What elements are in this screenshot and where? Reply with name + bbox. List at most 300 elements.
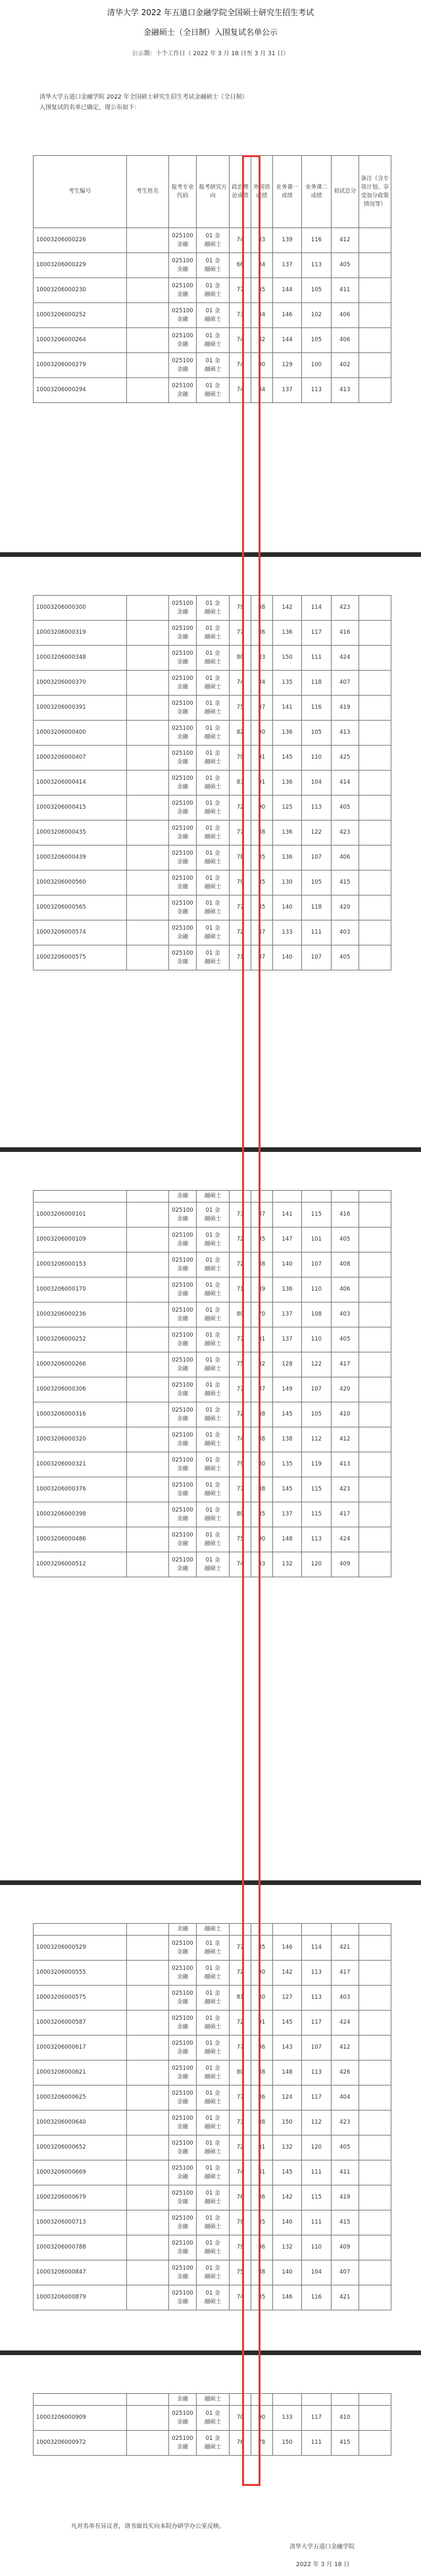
table-row [34,303,391,328]
major-code [168,821,196,846]
business-course2-score: 114 [302,596,331,621]
business-course2-score: 113 [302,796,331,821]
politics-score: 72 [230,2011,251,2036]
table-row [34,1552,391,1577]
foreign-language-score: 87 [251,920,273,945]
direction-line1: 01 金 [205,1406,220,1414]
candidate-name [126,1327,168,1352]
remark [359,721,391,746]
foreign-language-score: 84 [251,253,273,278]
candidate-name [126,2160,168,2185]
business-course1-score: 137 [272,1502,301,1527]
foreign-language-score: 82 [251,1352,273,1377]
foreign-language-score: 83 [251,228,273,253]
business-course2-score: 113 [302,378,331,403]
table-row [34,1452,391,1477]
foreign-language-score: 87 [251,1203,273,1228]
remark [359,920,391,945]
major-code-value: 025100 [172,775,193,782]
candidate-name [126,1252,168,1277]
candidate-id: 10003206000348 [34,646,127,671]
major-code-tail: 金融 [176,2123,188,2130]
candidate-name [126,2285,168,2310]
direction-line1: 01 金 [205,2435,220,2442]
business-course2-score: 107 [302,2036,331,2061]
major-code [168,1228,196,1252]
total-score: 409 [331,2235,359,2260]
remark [359,1352,391,1377]
direction-line2: 融硕士 [204,1365,222,1372]
remark [359,1277,391,1302]
research-direction [197,646,230,671]
candidate-id: 10003206000109 [34,1228,127,1252]
direction-line1: 01 金 [205,2164,220,2172]
major-code-tail: 金融 [176,2073,188,2080]
foreign-language-score: 88 [251,2061,273,2086]
major-code-tail: 金融 [176,758,188,765]
direction-line1: 01 金 [205,2039,220,2047]
research-direction [197,671,230,696]
business-course2-score: 122 [302,1352,331,1377]
politics-score: 66 [230,253,251,278]
foreign-language-score: 91 [251,771,273,796]
major-code [168,1327,196,1352]
direction-line1: 01 金 [205,675,220,682]
major-code [168,2185,196,2210]
direction-line1: 01 金 [205,1990,220,1997]
politics-score: 74 [230,353,251,378]
politics-score: 79 [230,2235,251,2260]
direction-line2: 融硕士 [204,758,222,765]
business-course1-score: 136 [272,846,301,871]
research-direction [197,2235,230,2260]
politics-score: 78 [230,846,251,871]
business-course2-score: 115 [302,1477,331,1502]
direction-tail: 融硕士 [197,1191,230,1203]
business-course2-score: 113 [302,253,331,278]
total-score: 424 [331,1527,359,1552]
total-score: 407 [331,2260,359,2285]
candidate-id: 10003206000266 [34,1352,127,1377]
direction-line2: 融硕士 [204,2123,222,2130]
candidate-id: 10003206000370 [34,671,127,696]
business-course2-score: 110 [302,746,331,771]
major-code-value: 025100 [172,1990,193,1997]
major-code-value: 025100 [172,700,193,707]
major-code [168,621,196,646]
major-code-tail: 金融 [176,1998,188,2005]
major-code-tail: 金融 [176,2198,188,2205]
politics-score: 74 [230,2160,251,2185]
foreign-language-score: 82 [251,328,273,353]
major-code-tail: 金融 [176,2223,188,2230]
major-code-value: 025100 [172,2039,193,2047]
total-score: 406 [331,846,359,871]
remark [359,1452,391,1477]
research-direction [197,846,230,871]
candidate-name [126,2406,168,2431]
candidate-name [126,696,168,721]
remark [359,228,391,253]
remark [359,253,391,278]
business-course2-score: 113 [302,1527,331,1552]
research-direction [197,1252,230,1277]
direction-line2: 融硕士 [204,933,222,940]
politics-score: 77 [230,2036,251,2061]
direction-line2: 融硕士 [204,958,222,965]
research-direction [197,328,230,353]
major-code-value: 025100 [172,650,193,657]
doc-title-line1: 清华大学 2022 年五道口金融学院全国硕士研究生招生考试 [107,8,314,17]
foreign-language-score: 88 [251,1477,273,1502]
direction-line2: 融硕士 [204,2273,222,2280]
remark [359,945,391,970]
candidate-name [126,2210,168,2235]
foreign-language-score: 83 [251,646,273,671]
direction-line1: 01 金 [205,1381,220,1389]
major-code-tail: 金融 [176,1515,188,1522]
candidate-name [126,2431,168,2456]
table-row [34,1986,391,2011]
direction-line2: 融硕士 [204,241,222,248]
foreign-language-score: 85 [251,1502,273,1527]
politics-score: 72 [230,1228,251,1252]
direction-line1: 01 金 [205,899,220,907]
remark [359,1477,391,1502]
business-course1-score: 150 [272,646,301,671]
direction-line2: 融硕士 [204,608,222,615]
politics-score: 82 [230,721,251,746]
candidate-id: 10003206000486 [34,1527,127,1552]
direction-line1: 01 金 [205,1281,220,1289]
research-direction [197,696,230,721]
business-course2-score: 101 [302,1228,331,1252]
remark [359,796,391,821]
foreign-language-score: 91 [251,2011,273,2036]
table-row [34,821,391,846]
direction-line2: 融硕士 [204,1315,222,1322]
direction-line1: 01 金 [205,2264,220,2272]
table-row [34,621,391,646]
direction-line1: 01 金 [205,1431,220,1439]
major-code-value: 025100 [172,2164,193,2172]
foreign-language-score: 90 [251,1527,273,1552]
business-course2-score: 119 [302,1452,331,1477]
major-code-tail: 金融 [176,1490,188,1497]
foreign-language-score: 80 [251,1986,273,2011]
table-row [34,1477,391,1502]
direction-line2: 融硕士 [204,858,222,865]
foreign-language-score: 84 [251,671,273,696]
major-code-tail: 金融 [176,1540,188,1547]
table-header-row [34,156,391,228]
remark [359,821,391,846]
politics-score: 77 [230,1327,251,1352]
direction-line1: 01 金 [205,650,220,657]
major-code-tail: 金融 [176,2248,188,2255]
business-course2-score: 104 [302,2260,331,2285]
major-code-value: 025100 [172,1456,193,1464]
remark [359,2036,391,2061]
major-code [168,1961,196,1986]
score-table [33,1923,391,2310]
footnote: 凡对名单有异议者，请书面具实向本院办研学办公室反映。 [71,2523,226,2530]
direction-line2: 融硕士 [204,1540,222,1547]
direction-line2: 融硕士 [204,658,222,665]
foreign-language-score: 86 [251,2036,273,2061]
publication-period: 公示期：十个工作日（ 2022 年 3 月 18 日至 3 月 31 日） [132,51,289,57]
direction-line1: 01 金 [205,1331,220,1339]
major-code [168,1203,196,1228]
candidate-name [126,596,168,621]
politics-score: 77 [230,1936,251,1961]
business-course2-score: 116 [302,2285,331,2310]
foreign-language-score: 85 [251,846,273,871]
direction-line2: 融硕士 [204,1465,222,1472]
major-code-value: 025100 [172,675,193,682]
foreign-language-score: 88 [251,1252,273,1277]
major-code [168,2260,196,2285]
major-code [168,945,196,970]
major-code-value: 025100 [172,2435,193,2442]
major-code-tail: 金融 [176,783,188,790]
research-direction [197,621,230,646]
politics-score: 77 [230,895,251,920]
business-course1-score: 136 [272,621,301,646]
candidate-name [126,328,168,353]
research-direction [197,1203,230,1228]
major-code-value: 025100 [172,750,193,757]
table-row [34,2011,391,2036]
business-course2-score: 105 [302,721,331,746]
major-code-tail: 金融 [176,1315,188,1322]
business-course1-score: 145 [272,2160,301,2185]
table-row [34,671,391,696]
major-code-tail: 金融 [176,833,188,840]
business-course1-score: 148 [272,2061,301,2086]
remark [359,1961,391,1986]
candidate-name [126,1377,168,1402]
research-direction [197,920,230,945]
candidate-name [126,1527,168,1552]
major-code-value: 025100 [172,1965,193,1972]
candidate-name [126,796,168,821]
candidate-id: 10003206000879 [34,2285,127,2310]
remark [359,771,391,796]
table-row [34,1502,391,1527]
politics-score: 75 [230,1352,251,1377]
direction-line1: 01 金 [205,1231,220,1239]
major-code-tail: 金融 [176,341,188,348]
business-course2-score: 117 [302,621,331,646]
major-code-value: 025100 [172,2239,193,2247]
foreign-language-score: 90 [251,1961,273,1986]
direction-line2: 融硕士 [204,2248,222,2255]
major-code [168,846,196,871]
total-score: 405 [331,2135,359,2160]
table-row [34,1203,391,1228]
foreign-language-score: 88 [251,596,273,621]
candidate-name [126,253,168,278]
remark [359,646,391,671]
direction-line2: 融硕士 [204,2223,222,2230]
total-score: 423 [331,596,359,621]
remark [359,2011,391,2036]
major-code-tail: 金融 [176,1390,188,1397]
research-direction [197,2160,230,2185]
research-direction [197,1527,230,1552]
direction-line2: 融硕士 [204,1415,222,1422]
major-code-value: 025100 [172,725,193,732]
major-code [168,746,196,771]
research-direction [197,1352,230,1377]
major-code-tail: 金融 [176,858,188,865]
business-course2-score: 105 [302,328,331,353]
direction-line2: 融硕士 [204,683,222,690]
major-code [168,2285,196,2310]
major-code-tail: 金融 [176,2023,188,2030]
direction-line1: 01 金 [205,332,220,339]
major-code-tail: 金融 [176,2273,188,2280]
business-course1-score: 128 [272,1352,301,1377]
remark [359,2285,391,2310]
foreign-language-score: 88 [251,821,273,846]
major-code-value: 025100 [172,232,193,239]
business-course1-score: 132 [272,1552,301,1577]
major-code-tail: 金融 [176,933,188,940]
major-code [168,2086,196,2111]
business-course1-score: 132 [272,2135,301,2160]
research-direction [197,353,230,378]
business-course1-score: 132 [272,2235,301,2260]
foreign-language-score: 85 [251,2285,273,2310]
foreign-language-score: 90 [251,2406,273,2431]
research-direction [197,2260,230,2285]
research-direction [197,1302,230,1327]
candidate-id: 10003206000529 [34,1936,127,1961]
direction-line1: 01 金 [205,725,220,732]
candidate-id: 10003206000621 [34,2061,127,2086]
table-row [34,1277,391,1302]
remark [359,278,391,303]
business-course1-score: 146 [272,2285,301,2310]
foreign-language-score: 81 [251,1327,273,1352]
remark [359,895,391,920]
business-course1-score: 142 [272,2185,301,2210]
research-direction [197,2036,230,2061]
direction-line1: 01 金 [205,1256,220,1264]
research-direction [197,796,230,821]
major-code [168,228,196,253]
table-row [34,796,391,821]
major-code-tail: 金融 [176,1415,188,1422]
foreign-language-score: 86 [251,621,273,646]
total-score: 417 [331,1502,359,1527]
candidate-name [126,920,168,945]
total-score: 415 [331,871,359,895]
direction-line2: 融硕士 [204,1265,222,1272]
politics-score: 74 [230,328,251,353]
major-code-value: 025100 [172,799,193,807]
major-code-tail: 金融 [176,908,188,915]
foreign-language-score: 86 [251,2185,273,2210]
candidate-id: 10003206000391 [34,696,127,721]
direction-line1: 01 金 [205,799,220,807]
remark [359,2086,391,2111]
research-direction [197,2135,230,2160]
major-code-tail: 金融 [176,883,188,890]
major-code [168,1427,196,1452]
major-code [168,895,196,920]
remark [359,596,391,621]
candidate-name [126,1477,168,1502]
candidate-name [126,1427,168,1452]
candidate-id: 10003206000587 [34,2011,127,2036]
table-row [34,1961,391,1986]
major-code-tail: 金融 [176,2443,188,2450]
candidate-name [126,1552,168,1577]
major-code [168,646,196,671]
politics-score: 73 [230,1203,251,1228]
politics-score: 79 [230,1452,251,1477]
direction-line2: 融硕士 [204,266,222,273]
major-code [168,1502,196,1527]
remark [359,1377,391,1402]
business-course1-score: 144 [272,328,301,353]
business-course2-score: 105 [302,1402,331,1427]
major-code-tail: 金融 [176,366,188,373]
total-score: 402 [331,353,359,378]
business-course1-score: 138 [272,1427,301,1452]
candidate-name [126,1228,168,1252]
major-code-value: 025100 [172,357,193,364]
header-biz2: 业务课二成绩 [302,156,331,228]
direction-line2: 融硕士 [204,2148,222,2155]
candidate-name [126,646,168,671]
research-direction [197,253,230,278]
candidate-id: 10003206000640 [34,2111,127,2135]
major-code [168,2135,196,2160]
business-course2-score: 115 [302,1203,331,1228]
candidate-id: 10003206000252 [34,1327,127,1352]
business-course1-score: 150 [272,2431,301,2456]
business-course1-score: 140 [272,1252,301,1277]
politics-score: 76 [230,2185,251,2210]
business-course1-score: 135 [272,1452,301,1477]
major-code-tail: 金融 [176,1973,188,1980]
foreign-language-score: 85 [251,1936,273,1961]
business-course1-score: 133 [272,2406,301,2431]
politics-score: 71 [230,945,251,970]
business-course2-score: 117 [302,2086,331,2111]
remark [359,1986,391,2011]
business-course1-score: 136 [272,821,301,846]
major-code-tail: 金融 [176,608,188,615]
business-course1-score: 140 [272,945,301,970]
business-course2-score: 117 [302,2011,331,2036]
direction-line1: 01 金 [205,949,220,957]
business-course2-score: 102 [302,303,331,328]
direction-line1: 01 金 [205,625,220,632]
politics-score: 72 [230,796,251,821]
remark [359,1427,391,1452]
score-table [33,595,391,970]
major-code-value: 025100 [172,1331,193,1339]
candidate-name [126,2260,168,2285]
major-code [168,671,196,696]
major-code [168,328,196,353]
remark [359,303,391,328]
